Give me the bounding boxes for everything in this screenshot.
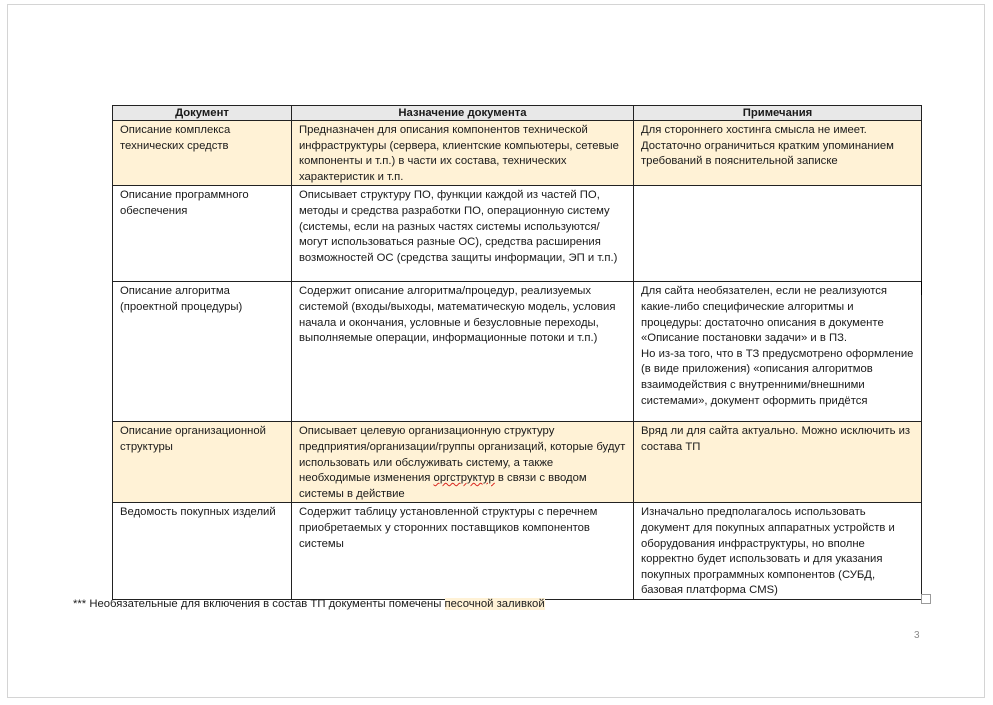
header-document: Документ — [113, 106, 292, 121]
header-purpose: Назначение документа — [292, 106, 634, 121]
footnote-text: *** Необязательные для включения в состав ТП документы помечены — [73, 598, 445, 610]
cell-purpose[interactable] — [292, 422, 634, 503]
page-number: 3 — [914, 630, 920, 641]
cell-purpose[interactable]: Содержит описание алгоритма/процедур, реализуемых системой (входы/выходы, математическую модель, условия начала и окончания, условные и безусловные переходы, выполняемые операции, информационные потоки и т.п.) — [292, 282, 634, 422]
footnote-highlighted-text: песочной заливкой — [444, 598, 545, 610]
header-notes: Примечания — [634, 106, 922, 121]
cell-notes[interactable]: Вряд ли для сайта актуально. Можно исключить из состава ТП — [634, 422, 922, 503]
cell-notes[interactable]: Изначально предполагалось использовать документ для покупных аппаратных устройств и оборудования инфраструктуры, но вполне корректно будет использовать и для указания покупных программных компонентов (СУБД, базовая платформа CMS) — [634, 503, 922, 600]
notes-paragraph: Но из-за того, что в ТЗ предусмотрено оформление (в виде приложения) «описания алгоритмов взаимодействия с внутренними/внешними системами», документ оформить придётся — [641, 347, 914, 407]
purpose-text: в связи с вводом системы в действие — [299, 472, 587, 500]
table-row — [113, 121, 922, 186]
table-header-row — [113, 106, 922, 121]
cell-notes[interactable] — [634, 186, 922, 282]
cell-document[interactable]: Описание алгоритма (проектной процедуры) — [113, 282, 292, 422]
cell-purpose[interactable]: Предназначен для описания компонентов технической инфраструктуры (сервера, клиентские компьютеры, сетевые компоненты и т.п.) в части их состава, технических характеристик и т.п. — [292, 121, 634, 186]
cell-document[interactable]: Описание комплекса технических средств — [113, 121, 292, 186]
table-row — [113, 186, 922, 282]
spellcheck-misspelled-word[interactable]: оргструктур — [433, 472, 495, 485]
cell-document[interactable]: Ведомость покупных изделий — [113, 503, 292, 600]
text-cursor — [921, 281, 922, 295]
table-row — [113, 503, 922, 600]
cell-document[interactable]: Описание организационной структуры — [113, 422, 292, 503]
cell-purpose[interactable]: Содержит таблицу установленной структуры с перечнем приобретаемых у сторонних поставщиков компонентов системы — [292, 503, 634, 600]
table-resize-handle[interactable] — [921, 594, 931, 604]
cell-notes[interactable] — [634, 282, 922, 422]
table-row — [113, 422, 922, 503]
footnote — [73, 597, 545, 611]
purpose-text: Описывает целевую организационную структуру предприятия/организации/группы организаций, которые будут использовать или обслуживать систему, а также необходимые изменения — [299, 425, 626, 485]
notes-paragraph: Для сайта необязателен, если не реализуются какие-либо специфические алгоритмы и процедуры: достаточно описания в документе «Описание постановки задачи» и в ПЗ. — [641, 285, 888, 345]
documents-table — [112, 105, 922, 600]
cell-purpose[interactable]: Описывает структуру ПО, функции каждой из частей ПО, методы и средства разработки ПО, операционную систему (системы, если на разных частях системы используются/могут использоваться разные ОС), средства расширения возможностей ОС (средства защиты информации, ЭП и т.п.) — [292, 186, 634, 282]
cell-notes[interactable]: Для стороннего хостинга смысла не имеет. Достаточно ограничиться кратким упоминанием требований в пояснительной записке — [634, 121, 922, 186]
table-row — [113, 282, 922, 422]
cell-document[interactable]: Описание программного обеспечения — [113, 186, 292, 282]
